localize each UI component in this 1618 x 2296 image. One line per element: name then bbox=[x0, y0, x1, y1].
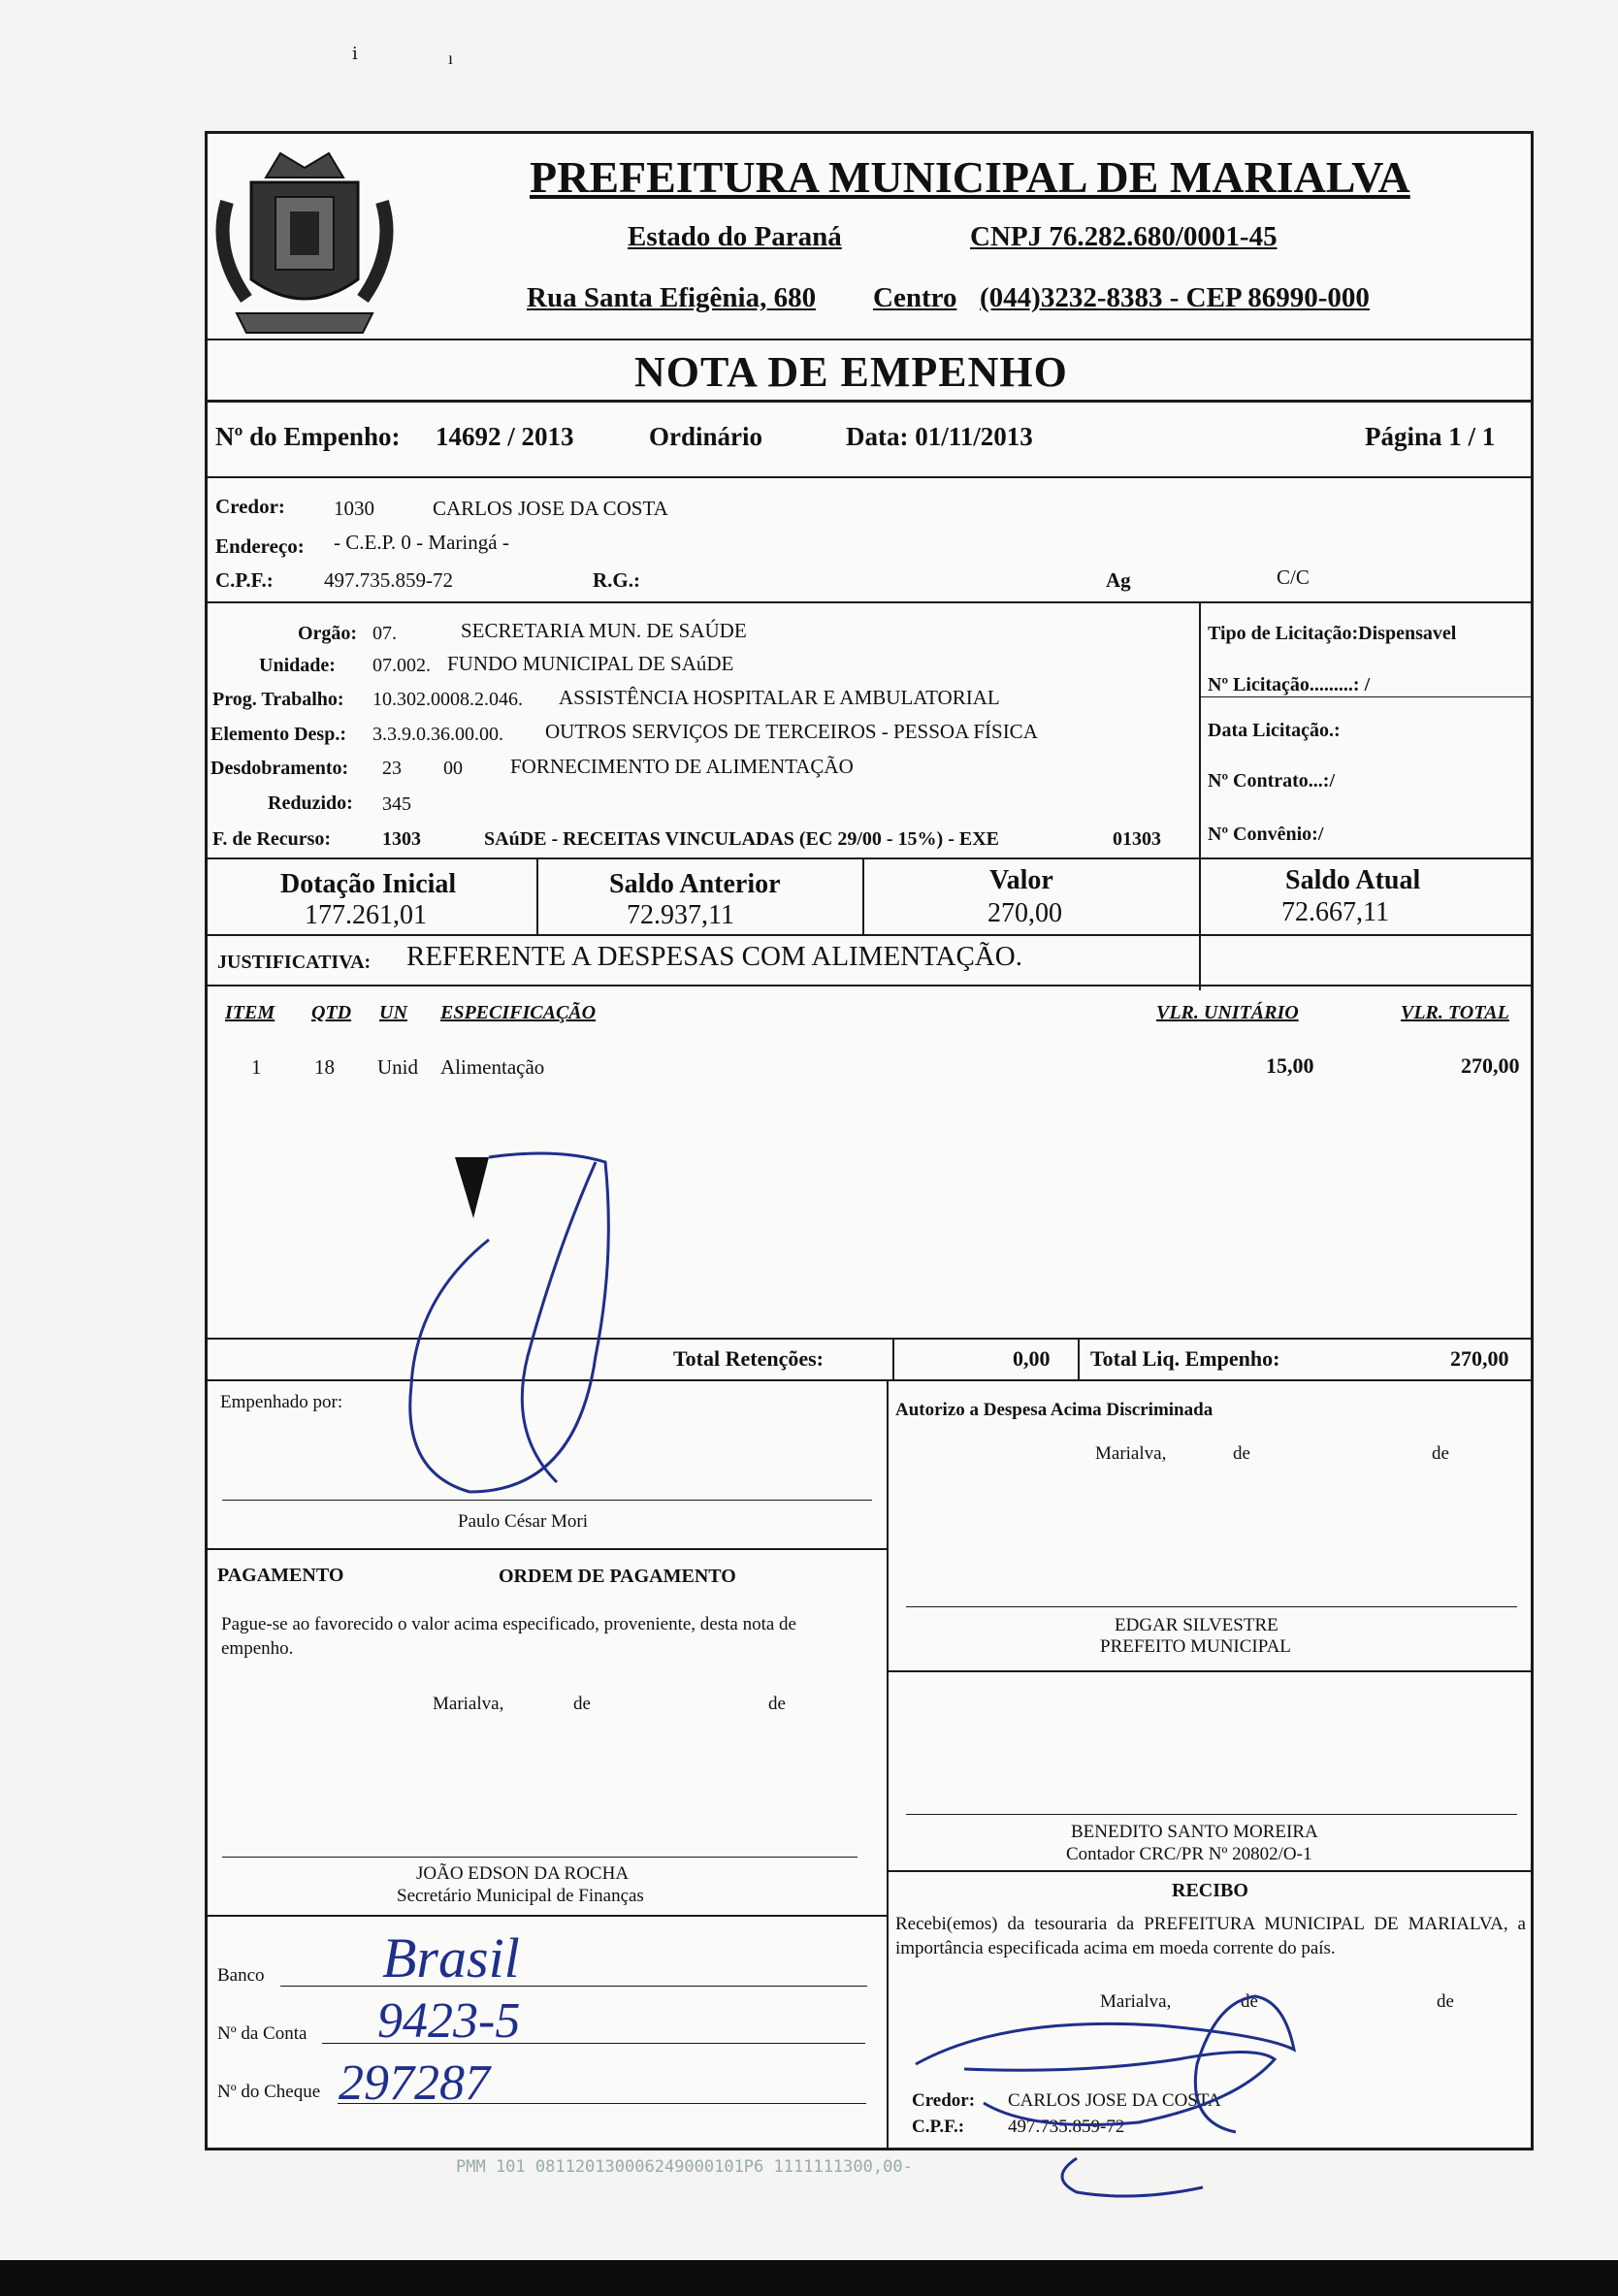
recibo-credor-name: CARLOS JOSE DA COSTA bbox=[1008, 2090, 1221, 2111]
total-liquido-value: 270,00 bbox=[1450, 1346, 1509, 1371]
pagamento-city: Marialva, bbox=[433, 1694, 504, 1714]
address-value: - C.E.P. 0 - Maringá - bbox=[334, 531, 509, 554]
scan-border bbox=[0, 2260, 1618, 2296]
cpf-label: C.P.F.: bbox=[215, 568, 274, 592]
cpf-value: 497.735.859-72 bbox=[324, 568, 453, 592]
recibo-de-2: de bbox=[1437, 1991, 1454, 2012]
banco-label: Banco bbox=[217, 1965, 265, 1986]
district: Centro bbox=[873, 282, 957, 313]
prog-name: ASSISTÊNCIA HOSPITALAR E AMBULATORIAL bbox=[559, 686, 1000, 709]
nota-de-empenho-form bbox=[205, 131, 1534, 2150]
valor-label: Valor bbox=[989, 865, 1053, 895]
address-label: Endereço: bbox=[215, 534, 305, 558]
secretario-name: JOÃO EDSON DA ROCHA bbox=[416, 1863, 630, 1884]
elemento-label: Elemento Desp.: bbox=[210, 724, 346, 745]
street-address: Rua Santa Efigênia, 680 bbox=[527, 282, 817, 313]
justificativa-text: REFERENTE A DESPESAS COM ALIMENTAÇÃO. bbox=[406, 941, 1022, 972]
credor-label: Credor: bbox=[215, 495, 285, 518]
banco-handwriting: Brasil bbox=[382, 1926, 520, 1989]
orgao-name: SECRETARIA MUN. DE SAÚDE bbox=[461, 619, 747, 642]
page-number: Página 1 / 1 bbox=[1365, 422, 1496, 451]
prog-label: Prog. Trabalho: bbox=[212, 689, 344, 710]
row-un: Unid bbox=[377, 1055, 418, 1079]
saldo-anterior-label: Saldo Anterior bbox=[609, 869, 781, 899]
empenho-date: Data: 01/11/2013 bbox=[846, 422, 1033, 451]
numero-convenio: Nº Convênio:/ bbox=[1208, 824, 1324, 845]
conta-handwriting: 9423-5 bbox=[377, 1993, 521, 2049]
credor-code: 1030 bbox=[334, 497, 374, 520]
contador-role: Contador CRC/PR Nº 20802/O-1 bbox=[1066, 1844, 1312, 1864]
recibo-de-1: de bbox=[1241, 1991, 1258, 2012]
cnpj: CNPJ 76.282.680/0001-45 bbox=[970, 221, 1278, 252]
tipo-licitacao: Tipo de Licitação:Dispensavel bbox=[1208, 623, 1457, 644]
pagamento-label: PAGAMENTO bbox=[217, 1565, 344, 1586]
col-item: ITEM bbox=[225, 1002, 275, 1023]
desdobramento-name: FORNECIMENTO DE ALIMENTAÇÃO bbox=[510, 755, 854, 778]
dotacao-inicial-label: Dotação Inicial bbox=[280, 869, 457, 899]
row-qtd: 18 bbox=[314, 1055, 335, 1079]
recibo-text: Recebi(emos) da tesouraria da PREFEITURA MUNICIPAL DE MARIALVA, a importância especificada acima em moeda corrente do país. bbox=[895, 1914, 1526, 1958]
recibo-credor-label: Credor: bbox=[912, 2090, 976, 2111]
justificativa-label: JUSTIFICATIVA: bbox=[217, 952, 372, 973]
autorizo-label: Autorizo a Despesa Acima Discriminada bbox=[895, 1400, 1214, 1420]
total-retencoes-value: 0,00 bbox=[1013, 1346, 1051, 1371]
ordem-pagamento-label: ORDEM DE PAGAMENTO bbox=[499, 1566, 736, 1587]
saldo-atual-label: Saldo Atual bbox=[1285, 865, 1421, 895]
numero-licitacao: Nº Licitação.........: / bbox=[1208, 674, 1371, 695]
empenho-number-label: Nº do Empenho: bbox=[215, 422, 401, 451]
secretario-role: Secretário Municipal de Finanças bbox=[397, 1886, 644, 1906]
orgao-code: 07. bbox=[372, 623, 397, 644]
orgao-label: Orgão: bbox=[298, 623, 358, 644]
col-vlr-total: VLR. TOTAL bbox=[1401, 1002, 1509, 1023]
pagamento-de-1: de bbox=[573, 1694, 591, 1714]
recibo-title: RECIBO bbox=[1172, 1880, 1248, 1901]
total-retencoes-label: Total Retenções: bbox=[673, 1346, 824, 1371]
handwritten-signatures bbox=[208, 134, 1531, 2148]
elemento-code: 3.3.9.0.36.00.00. bbox=[372, 724, 503, 745]
desdobramento-code: 23 bbox=[382, 758, 402, 779]
ag-label: Ag bbox=[1106, 568, 1131, 592]
reduzido-code: 345 bbox=[382, 793, 411, 815]
row-total: 270,00 bbox=[1461, 1053, 1520, 1078]
saldo-anterior-value: 72.937,11 bbox=[627, 900, 734, 930]
saldo-atual-value: 72.667,11 bbox=[1281, 897, 1389, 927]
unidade-name: FUNDO MUNICIPAL DE SAúDE bbox=[447, 652, 734, 675]
signature-flourish bbox=[1038, 2149, 1232, 2207]
col-vlr-unitario: VLR. UNITÁRIO bbox=[1156, 1002, 1299, 1023]
cheque-label: Nº do Cheque bbox=[217, 2082, 321, 2102]
prefeito-role: PREFEITO MUNICIPAL bbox=[1100, 1636, 1291, 1657]
recibo-city: Marialva, bbox=[1100, 1991, 1172, 2012]
contador-name: BENEDITO SANTO MOREIRA bbox=[1071, 1822, 1318, 1842]
elemento-name: OUTROS SERVIÇOS DE TERCEIROS - PESSOA FÍSICA bbox=[545, 720, 1038, 743]
state-name: Estado do Paraná bbox=[628, 221, 842, 252]
unidade-label: Unidade: bbox=[259, 655, 336, 676]
autorizo-de-2: de bbox=[1432, 1443, 1449, 1464]
credor-name: CARLOS JOSE DA COSTA bbox=[433, 497, 668, 520]
empenho-type: Ordinário bbox=[649, 422, 763, 451]
prefeitura-title: PREFEITURA MUNICIPAL DE MARIALVA bbox=[530, 152, 1410, 202]
reduzido-label: Reduzido: bbox=[268, 792, 353, 814]
valor-value: 270,00 bbox=[987, 898, 1062, 928]
desdobramento-sub: 00 bbox=[443, 758, 463, 779]
phone-cep: (044)3232-8383 - CEP 86990-000 bbox=[980, 282, 1370, 313]
conta-label: Nº da Conta bbox=[217, 2023, 307, 2044]
prog-code: 10.302.0008.2.046. bbox=[372, 689, 523, 710]
empenhado-name: Paulo César Mori bbox=[458, 1511, 589, 1532]
col-especificacao: ESPECIFICAÇÃO bbox=[440, 1002, 597, 1023]
footer-code: PMM 101 081120130006249000101P6 1111111300,00- bbox=[456, 2157, 913, 2177]
pagamento-text: Pague-se ao favorecido o valor acima especificado, proveniente, desta nota de empenho. bbox=[221, 1614, 796, 1659]
desdobramento-label: Desdobramento: bbox=[210, 758, 349, 779]
scan-mark: ⅰ bbox=[352, 44, 358, 63]
cc-label: C/C bbox=[1277, 566, 1310, 589]
empenho-number: 14692 / 2013 bbox=[436, 422, 574, 451]
data-licitacao: Data Licitação.: bbox=[1208, 720, 1341, 741]
col-un: UN bbox=[379, 1002, 407, 1023]
recurso-number: 01303 bbox=[1113, 828, 1161, 850]
recurso-name: SAúDE - RECEITAS VINCULADAS (EC 29/00 - 15%) - EXE bbox=[484, 828, 999, 850]
total-liquido-label: Total Liq. Empenho: bbox=[1090, 1346, 1280, 1371]
numero-contrato: Nº Contrato...:/ bbox=[1208, 770, 1336, 792]
document-title: NOTA DE EMPENHO bbox=[634, 348, 1068, 396]
scan-mark: ı bbox=[448, 49, 454, 68]
prefeito-name: EDGAR SILVESTRE bbox=[1115, 1615, 1278, 1635]
row-item: 1 bbox=[251, 1055, 262, 1079]
cheque-handwriting: 297287 bbox=[339, 2055, 490, 2111]
pagamento-de-2: de bbox=[768, 1694, 786, 1714]
row-spec: Alimentação bbox=[440, 1055, 545, 1079]
recurso-code: 1303 bbox=[382, 828, 421, 850]
rg-label: R.G.: bbox=[593, 568, 640, 592]
unidade-code: 07.002. bbox=[372, 655, 431, 676]
row-unit: 15,00 bbox=[1266, 1053, 1314, 1078]
dotacao-inicial-value: 177.261,01 bbox=[305, 900, 427, 930]
recibo-cpf: 497.735.859-72 bbox=[1008, 2117, 1125, 2137]
recibo-cpf-label: C.P.F.: bbox=[912, 2117, 965, 2137]
recurso-label: F. de Recurso: bbox=[212, 828, 332, 850]
col-qtd: QTD bbox=[311, 1002, 352, 1023]
empenhado-label: Empenhado por: bbox=[220, 1392, 343, 1412]
autorizo-de-1: de bbox=[1233, 1443, 1250, 1464]
autorizo-city: Marialva, bbox=[1095, 1443, 1167, 1464]
